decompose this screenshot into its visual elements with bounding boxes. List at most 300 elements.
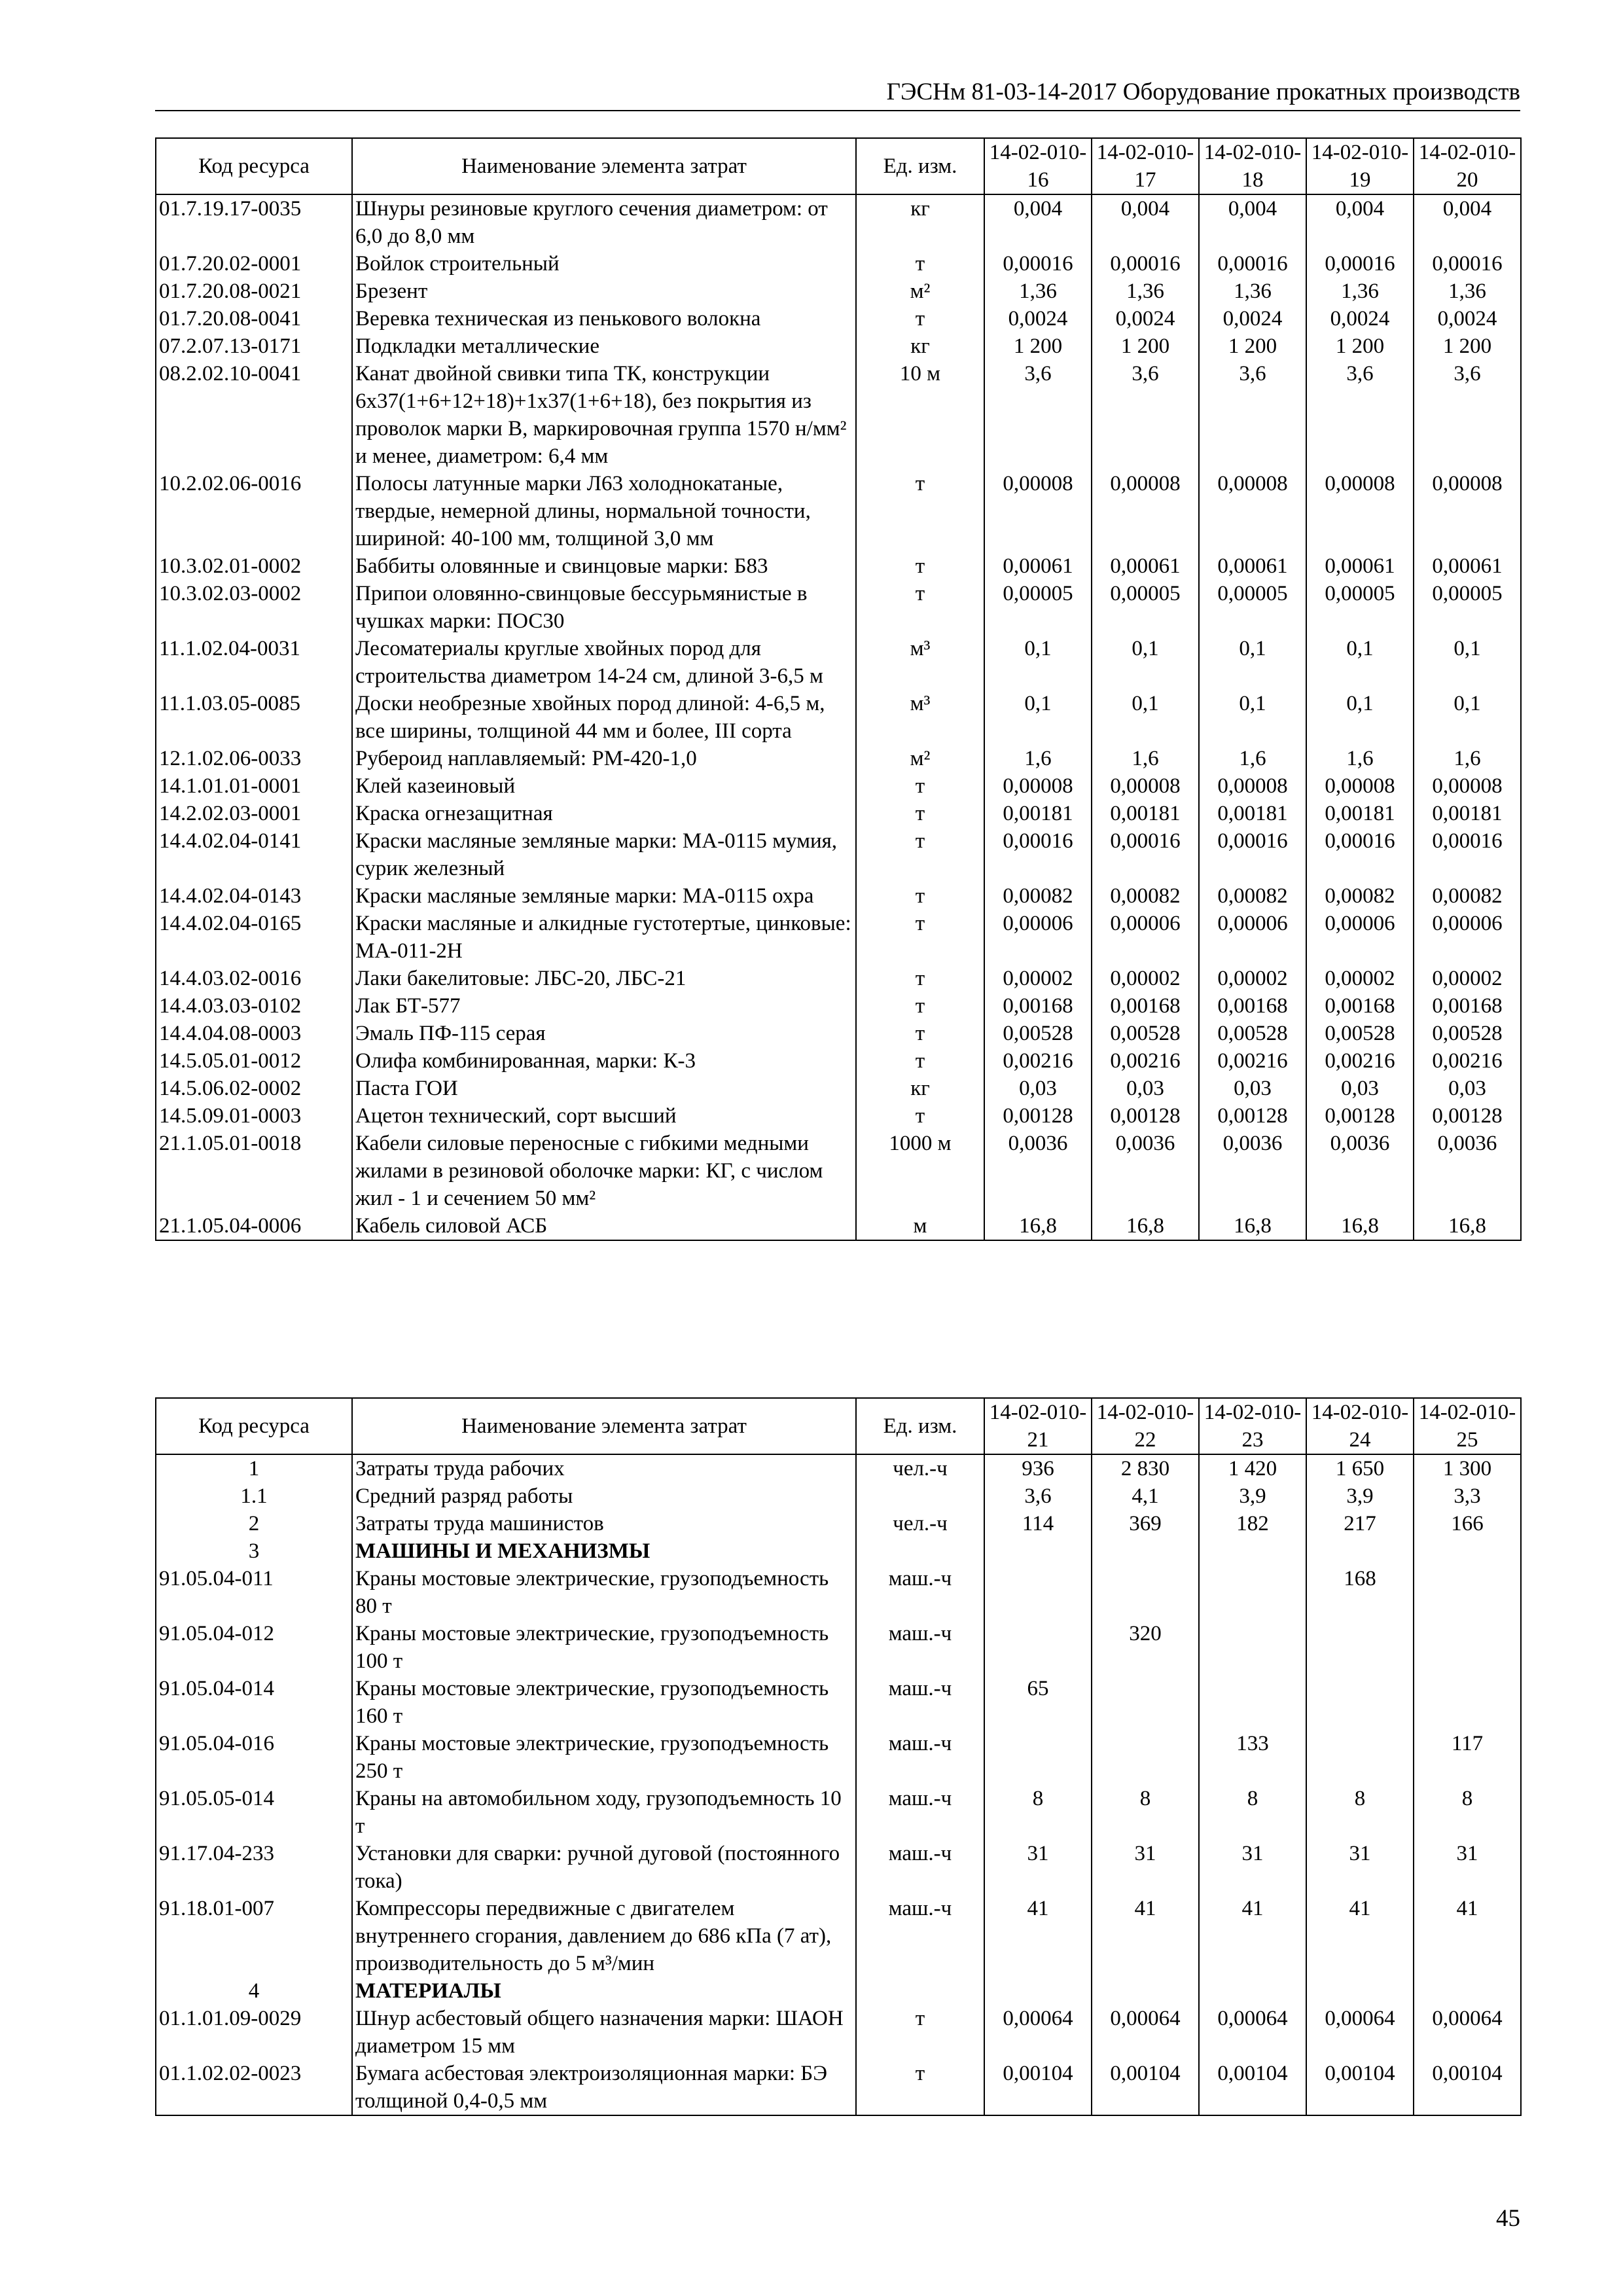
- norm-value: 0,00061: [1092, 552, 1199, 580]
- resource-name: Подкладки металлические: [352, 332, 856, 360]
- norm-value: [1199, 1537, 1306, 1565]
- norm-value: 0,00181: [1199, 800, 1306, 827]
- norm-value: 0,00216: [1414, 1047, 1521, 1075]
- norm-value: 1,6: [1414, 745, 1521, 772]
- norm-value: 0,00128: [984, 1102, 1092, 1130]
- resource-name: МАШИНЫ И МЕХАНИЗМЫ: [352, 1537, 856, 1565]
- norm-value: 31: [1306, 1840, 1414, 1895]
- column-header-name: Наименование элемента затрат: [352, 138, 856, 194]
- resource-code: 91.05.04-012: [156, 1620, 352, 1675]
- norm-value: 8: [1092, 1785, 1199, 1840]
- resource-code: 14.4.02.04-0143: [156, 882, 352, 910]
- norm-value: 0,00128: [1306, 1102, 1414, 1130]
- norm-value: 217: [1306, 1510, 1414, 1537]
- column-header-norm: 14-02-010-24: [1306, 1398, 1414, 1454]
- norm-value: 1,36: [1092, 278, 1199, 305]
- resource-unit: т: [856, 992, 984, 1020]
- norm-value: 0,00008: [1306, 772, 1414, 800]
- norm-value: 0,1: [1414, 690, 1521, 745]
- norm-value: [1414, 1537, 1521, 1565]
- resource-code: 2: [156, 1510, 352, 1537]
- norm-value: 16,8: [1199, 1212, 1306, 1240]
- norm-value: 0,00008: [1199, 772, 1306, 800]
- norm-value: 3,6: [1092, 360, 1199, 470]
- resource-code: 01.7.20.08-0041: [156, 305, 352, 332]
- resource-code: 3: [156, 1537, 352, 1565]
- norm-value: 0,00104: [984, 2060, 1092, 2115]
- norm-value: 0,00128: [1092, 1102, 1199, 1130]
- norm-value: 0,0024: [1092, 305, 1199, 332]
- norm-value: 936: [984, 1454, 1092, 1482]
- norm-value: 1,36: [984, 278, 1092, 305]
- resource-unit: кг: [856, 1075, 984, 1102]
- norm-value: 65: [984, 1675, 1092, 1730]
- norm-value: 41: [1199, 1895, 1306, 1977]
- norm-value: 0,00104: [1092, 2060, 1199, 2115]
- norm-value: 0,00528: [1199, 1020, 1306, 1047]
- table-row: [156, 580, 1521, 635]
- norm-value: 0,00168: [1306, 992, 1414, 1020]
- table-row: [156, 1102, 1521, 1130]
- table-row: [156, 1730, 1521, 1785]
- norm-value: 0,00008: [1199, 470, 1306, 552]
- resource-name: Краска огнезащитная: [352, 800, 856, 827]
- norm-value: 41: [1306, 1895, 1414, 1977]
- norm-value: 0,00002: [1414, 965, 1521, 992]
- resource-code: 91.05.04-016: [156, 1730, 352, 1785]
- norm-value: 0,0024: [1414, 305, 1521, 332]
- norm-value: [1414, 1977, 1521, 2005]
- norm-value: 0,00016: [1092, 250, 1199, 278]
- column-header-code: Код ресурса: [156, 138, 352, 194]
- norm-value: 0,00016: [1199, 827, 1306, 882]
- column-header-unit: Ед. изм.: [856, 1398, 984, 1454]
- resource-name: Припои оловянно-свинцовые бессурьмянистые в чушках марки: ПОС30: [352, 580, 856, 635]
- norm-value: 1 300: [1414, 1454, 1521, 1482]
- norm-value: 0,00016: [1199, 250, 1306, 278]
- norm-value: 0,00181: [1414, 800, 1521, 827]
- norm-value: 117: [1414, 1730, 1521, 1785]
- resource-name: Паста ГОИ: [352, 1075, 856, 1102]
- table-row: [156, 278, 1521, 305]
- table-row: [156, 1212, 1521, 1240]
- norm-value: 0,00016: [1306, 250, 1414, 278]
- resource-unit: маш.-ч: [856, 1675, 984, 1730]
- resource-code: 14.4.03.02-0016: [156, 965, 352, 992]
- norm-value: 3,9: [1306, 1482, 1414, 1510]
- resource-table-1: [155, 137, 1522, 1241]
- norm-value: 0,0036: [1092, 1130, 1199, 1212]
- norm-value: 41: [1414, 1895, 1521, 1977]
- norm-value: 0,03: [1414, 1075, 1521, 1102]
- table-row: [156, 360, 1521, 470]
- resource-code: 1.1: [156, 1482, 352, 1510]
- resource-code: 11.1.02.04-0031: [156, 635, 352, 690]
- norm-value: 0,00002: [984, 965, 1092, 992]
- norm-value: 0,00005: [1306, 580, 1414, 635]
- resource-name: Краны мостовые электрические, грузоподъемность 80 т: [352, 1565, 856, 1620]
- resource-unit: т: [856, 580, 984, 635]
- norm-value: 0,00005: [1199, 580, 1306, 635]
- norm-value: 1 650: [1306, 1454, 1414, 1482]
- resource-name: Брезент: [352, 278, 856, 305]
- norm-value: 0,00104: [1306, 2060, 1414, 2115]
- norm-value: 0,00216: [984, 1047, 1092, 1075]
- resource-unit: м²: [856, 278, 984, 305]
- resource-code: 91.05.05-014: [156, 1785, 352, 1840]
- resource-unit: м: [856, 1212, 984, 1240]
- norm-value: 0,1: [984, 690, 1092, 745]
- column-header-code: Код ресурса: [156, 1398, 352, 1454]
- norm-value: 0,00168: [984, 992, 1092, 1020]
- resource-unit: т: [856, 772, 984, 800]
- resource-code: 01.1.01.09-0029: [156, 2005, 352, 2060]
- norm-value: 8: [1306, 1785, 1414, 1840]
- resource-code: 91.05.04-014: [156, 1675, 352, 1730]
- norm-value: 0,00008: [1414, 470, 1521, 552]
- table-row: [156, 250, 1521, 278]
- norm-value: 3,6: [1199, 360, 1306, 470]
- resource-code: 01.1.02.02-0023: [156, 2060, 352, 2115]
- norm-value: 1 200: [1306, 332, 1414, 360]
- resource-name: Войлок строительный: [352, 250, 856, 278]
- norm-value: 0,0036: [1306, 1130, 1414, 1212]
- norm-value: 16,8: [1414, 1212, 1521, 1240]
- norm-value: 0,00005: [1092, 580, 1199, 635]
- resource-code: 14.4.02.04-0141: [156, 827, 352, 882]
- resource-code: 21.1.05.04-0006: [156, 1212, 352, 1240]
- norm-value: 41: [984, 1895, 1092, 1977]
- resource-name: Кабель силовой АСБ: [352, 1212, 856, 1240]
- resource-name: Олифа комбинированная, марки: К-3: [352, 1047, 856, 1075]
- norm-value: 1,6: [984, 745, 1092, 772]
- norm-value: [1092, 1675, 1199, 1730]
- resource-name: Краны на автомобильном ходу, грузоподъемность 10 т: [352, 1785, 856, 1840]
- resource-unit: [856, 1977, 984, 2005]
- norm-value: 31: [1414, 1840, 1521, 1895]
- resource-unit: чел.-ч: [856, 1510, 984, 1537]
- norm-value: 0,00061: [1414, 552, 1521, 580]
- norm-value: 0,00008: [1306, 470, 1414, 552]
- norm-value: 0,00006: [1306, 910, 1414, 965]
- norm-value: 114: [984, 1510, 1092, 1537]
- resource-unit: т: [856, 882, 984, 910]
- norm-value: 0,00006: [1199, 910, 1306, 965]
- resource-code: 4: [156, 1977, 352, 2005]
- resource-unit: т: [856, 827, 984, 882]
- norm-value: 0,00216: [1092, 1047, 1199, 1075]
- norm-value: 0,0024: [1199, 305, 1306, 332]
- norm-value: 168: [1306, 1565, 1414, 1620]
- norm-value: [1306, 1730, 1414, 1785]
- resource-name: Краны мостовые электрические, грузоподъемность 100 т: [352, 1620, 856, 1675]
- table-row: [156, 635, 1521, 690]
- norm-value: 0,1: [1199, 690, 1306, 745]
- resource-name: МАТЕРИАЛЫ: [352, 1977, 856, 2005]
- resource-name: Затраты труда машинистов: [352, 1510, 856, 1537]
- table-row: [156, 1675, 1521, 1730]
- resource-name: Установки для сварки: ручной дуговой (постоянного тока): [352, 1840, 856, 1895]
- table-row: [156, 1510, 1521, 1537]
- resource-code: 91.17.04-233: [156, 1840, 352, 1895]
- table-row: [156, 992, 1521, 1020]
- norm-value: 0,00064: [984, 2005, 1092, 2060]
- norm-value: 8: [984, 1785, 1092, 1840]
- norm-value: 16,8: [984, 1212, 1092, 1240]
- resource-name: Рубероид наплавляемый: РМ-420-1,0: [352, 745, 856, 772]
- norm-value: [1414, 1565, 1521, 1620]
- resource-unit: т: [856, 1047, 984, 1075]
- norm-value: [984, 1977, 1092, 2005]
- norm-value: 0,00104: [1414, 2060, 1521, 2115]
- resource-unit: 1000 м: [856, 1130, 984, 1212]
- resource-code: 1: [156, 1454, 352, 1482]
- table-row: [156, 2060, 1521, 2115]
- norm-value: 0,1: [1306, 690, 1414, 745]
- norm-value: [984, 1620, 1092, 1675]
- resource-unit: т: [856, 1020, 984, 1047]
- norm-value: 0,03: [1092, 1075, 1199, 1102]
- norm-value: 0,03: [1306, 1075, 1414, 1102]
- norm-value: 1,36: [1306, 278, 1414, 305]
- norm-value: 0,00008: [1414, 772, 1521, 800]
- resource-code: 14.4.02.04-0165: [156, 910, 352, 965]
- norm-value: 0,00181: [1092, 800, 1199, 827]
- column-header-unit: Ед. изм.: [856, 138, 984, 194]
- resource-name: Компрессоры передвижные с двигателем внутреннего сгорания, давлением до 686 кПа (7 ат), производительность до 5 м³/мин: [352, 1895, 856, 1977]
- resource-unit: маш.-ч: [856, 1895, 984, 1977]
- norm-value: 3,6: [984, 360, 1092, 470]
- norm-value: 0,1: [1306, 635, 1414, 690]
- resource-name: Шнуры резиновые круглого сечения диаметром: от 6,0 до 8,0 мм: [352, 194, 856, 250]
- norm-value: 1 200: [1414, 332, 1521, 360]
- norm-value: 320: [1092, 1620, 1199, 1675]
- column-header-norm: 14-02-010-23: [1199, 1398, 1306, 1454]
- norm-value: 1,36: [1199, 278, 1306, 305]
- table-row: [156, 2005, 1521, 2060]
- resource-name: Лесоматериалы круглые хвойных пород для строительства диаметром 14-24 см, длиной 3-6,5 м: [352, 635, 856, 690]
- norm-value: 8: [1414, 1785, 1521, 1840]
- resource-name: Средний разряд работы: [352, 1482, 856, 1510]
- norm-value: [1414, 1620, 1521, 1675]
- resource-name: Краски масляные и алкидные густотертые, цинковые: МА-011-2Н: [352, 910, 856, 965]
- norm-value: 16,8: [1306, 1212, 1414, 1240]
- norm-value: 0,0036: [1199, 1130, 1306, 1212]
- norm-value: 0,00528: [1414, 1020, 1521, 1047]
- resource-unit: маш.-ч: [856, 1785, 984, 1840]
- resource-code: 10.3.02.01-0002: [156, 552, 352, 580]
- norm-value: 31: [1092, 1840, 1199, 1895]
- resource-code: 14.5.05.01-0012: [156, 1047, 352, 1075]
- table-row: [156, 1130, 1521, 1212]
- resource-code: 07.2.07.13-0171: [156, 332, 352, 360]
- norm-value: 0,00168: [1199, 992, 1306, 1020]
- resource-name: Доски необрезные хвойных пород длиной: 4-6,5 м, все ширины, толщиной 44 мм и более, III сорта: [352, 690, 856, 745]
- table-row: [156, 772, 1521, 800]
- norm-value: [1306, 1620, 1414, 1675]
- table-row: [156, 910, 1521, 965]
- resource-name: Эмаль ПФ-115 серая: [352, 1020, 856, 1047]
- resource-name: Канат двойной свивки типа ТК, конструкции 6х37(1+6+12+18)+1х37(1+6+18), без покрытия из проволок марки В, маркировочная группа 1570 н/мм² и менее, диаметром: 6,4 мм: [352, 360, 856, 470]
- norm-value: 0,00006: [1414, 910, 1521, 965]
- norm-value: 0,00082: [1414, 882, 1521, 910]
- column-header-norm: 14-02-010-16: [984, 138, 1092, 194]
- norm-value: 0,004: [1306, 194, 1414, 250]
- norm-value: 0,00061: [1199, 552, 1306, 580]
- norm-value: 2 830: [1092, 1454, 1199, 1482]
- resource-unit: кг: [856, 332, 984, 360]
- norm-value: 0,00016: [1306, 827, 1414, 882]
- norm-value: 0,00061: [1306, 552, 1414, 580]
- resource-unit: м³: [856, 690, 984, 745]
- norm-value: [1306, 1537, 1414, 1565]
- norm-value: 0,00168: [1092, 992, 1199, 1020]
- table-row: [156, 1840, 1521, 1895]
- norm-value: 1,36: [1414, 278, 1521, 305]
- norm-value: 0,00008: [984, 772, 1092, 800]
- norm-value: 0,03: [1199, 1075, 1306, 1102]
- resource-name: Краны мостовые электрические, грузоподъемность 250 т: [352, 1730, 856, 1785]
- norm-value: 4,1: [1092, 1482, 1199, 1510]
- resource-code: 11.1.03.05-0085: [156, 690, 352, 745]
- norm-value: 0,00181: [1306, 800, 1414, 827]
- resource-name: Клей казеиновый: [352, 772, 856, 800]
- resource-unit: т: [856, 2005, 984, 2060]
- norm-value: [984, 1537, 1092, 1565]
- resource-unit: [856, 1482, 984, 1510]
- norm-value: 133: [1199, 1730, 1306, 1785]
- resource-unit: маш.-ч: [856, 1840, 984, 1895]
- resource-code: 14.4.04.08-0003: [156, 1020, 352, 1047]
- table-row: [156, 800, 1521, 827]
- norm-value: 0,004: [984, 194, 1092, 250]
- norm-value: 0,00005: [1414, 580, 1521, 635]
- norm-value: 0,00016: [1414, 827, 1521, 882]
- table-row: [156, 1047, 1521, 1075]
- resource-name: Бумага асбестовая электроизоляционная марки: БЭ толщиной 0,4-0,5 мм: [352, 2060, 856, 2115]
- norm-value: 3,6: [1306, 360, 1414, 470]
- norm-value: 0,1: [984, 635, 1092, 690]
- column-header-norm: 14-02-010-19: [1306, 138, 1414, 194]
- norm-value: 31: [984, 1840, 1092, 1895]
- norm-value: 0,00016: [1414, 250, 1521, 278]
- norm-value: [1199, 1565, 1306, 1620]
- table-row: [156, 1785, 1521, 1840]
- norm-value: 0,00016: [1092, 827, 1199, 882]
- resource-unit: т: [856, 1102, 984, 1130]
- table-row: [156, 1075, 1521, 1102]
- norm-value: 0,00006: [984, 910, 1092, 965]
- resource-unit: т: [856, 910, 984, 965]
- norm-value: 0,0036: [1414, 1130, 1521, 1212]
- norm-value: [1092, 1730, 1199, 1785]
- resource-code: 21.1.05.01-0018: [156, 1130, 352, 1212]
- norm-value: 0,00082: [984, 882, 1092, 910]
- page-number: 45: [1496, 2205, 1520, 2232]
- resource-code: 14.5.06.02-0002: [156, 1075, 352, 1102]
- resource-unit: т: [856, 965, 984, 992]
- column-header-norm: 14-02-010-21: [984, 1398, 1092, 1454]
- norm-value: 0,1: [1092, 690, 1199, 745]
- resource-code: 01.7.20.02-0001: [156, 250, 352, 278]
- table-row: [156, 1895, 1521, 1977]
- table-row: [156, 882, 1521, 910]
- norm-value: [1092, 1537, 1199, 1565]
- norm-value: 0,00082: [1199, 882, 1306, 910]
- norm-value: 0,004: [1414, 194, 1521, 250]
- norm-value: 1,6: [1199, 745, 1306, 772]
- norm-value: 0,0036: [984, 1130, 1092, 1212]
- norm-value: 0,0024: [984, 305, 1092, 332]
- norm-value: 0,00016: [984, 250, 1092, 278]
- norm-value: [1199, 1620, 1306, 1675]
- resource-unit: [856, 1537, 984, 1565]
- table-row: [156, 1537, 1521, 1565]
- resource-unit: кг: [856, 194, 984, 250]
- resource-code: 01.7.20.08-0021: [156, 278, 352, 305]
- resource-unit: т: [856, 305, 984, 332]
- column-header-norm: 14-02-010-20: [1414, 138, 1521, 194]
- column-header-norm: 14-02-010-17: [1092, 138, 1199, 194]
- resource-code: 01.7.19.17-0035: [156, 194, 352, 250]
- resource-unit: т: [856, 800, 984, 827]
- norm-value: 0,00082: [1306, 882, 1414, 910]
- resource-unit: м³: [856, 635, 984, 690]
- norm-value: 1,6: [1306, 745, 1414, 772]
- resource-name: Краски масляные земляные марки: МА-0115 мумия, сурик железный: [352, 827, 856, 882]
- resource-code: 14.4.03.03-0102: [156, 992, 352, 1020]
- norm-value: 0,00016: [984, 827, 1092, 882]
- norm-value: 369: [1092, 1510, 1199, 1537]
- table-row: [156, 1565, 1521, 1620]
- norm-value: 3,6: [984, 1482, 1092, 1510]
- norm-value: 0,00528: [1092, 1020, 1199, 1047]
- resource-code: 10.2.02.06-0016: [156, 470, 352, 552]
- resource-unit: м²: [856, 745, 984, 772]
- resource-name: Краски масляные земляные марки: МА-0115 охра: [352, 882, 856, 910]
- norm-value: 3,3: [1414, 1482, 1521, 1510]
- resource-code: 14.1.01.01-0001: [156, 772, 352, 800]
- column-header-norm: 14-02-010-25: [1414, 1398, 1521, 1454]
- norm-value: 0,03: [984, 1075, 1092, 1102]
- table-row: [156, 305, 1521, 332]
- column-header-norm: 14-02-010-22: [1092, 1398, 1199, 1454]
- norm-value: 0,00008: [1092, 772, 1199, 800]
- resource-unit: чел.-ч: [856, 1454, 984, 1482]
- table-header-row: [156, 138, 1521, 194]
- norm-value: 1 420: [1199, 1454, 1306, 1482]
- norm-value: 0,00216: [1306, 1047, 1414, 1075]
- norm-value: 0,00064: [1306, 2005, 1414, 2060]
- norm-value: 182: [1199, 1510, 1306, 1537]
- resource-code: 12.1.02.06-0033: [156, 745, 352, 772]
- norm-value: [984, 1565, 1092, 1620]
- resource-unit: маш.-ч: [856, 1565, 984, 1620]
- norm-value: 0,00528: [1306, 1020, 1414, 1047]
- column-header-norm: 14-02-010-18: [1199, 138, 1306, 194]
- resource-name: Лак БТ-577: [352, 992, 856, 1020]
- norm-value: 0,00002: [1306, 965, 1414, 992]
- resource-name: Полосы латунные марки Л63 холоднокатаные, твердые, немерной длины, нормальной точности, шириной: 40-100 мм, толщиной 3,0 мм: [352, 470, 856, 552]
- resource-code: 14.2.02.03-0001: [156, 800, 352, 827]
- resource-code: 91.18.01-007: [156, 1895, 352, 1977]
- resource-unit: т: [856, 250, 984, 278]
- norm-value: 41: [1092, 1895, 1199, 1977]
- norm-value: 0,00008: [1092, 470, 1199, 552]
- norm-value: 0,0024: [1306, 305, 1414, 332]
- norm-value: 0,004: [1092, 194, 1199, 250]
- table-header-row: [156, 1398, 1521, 1454]
